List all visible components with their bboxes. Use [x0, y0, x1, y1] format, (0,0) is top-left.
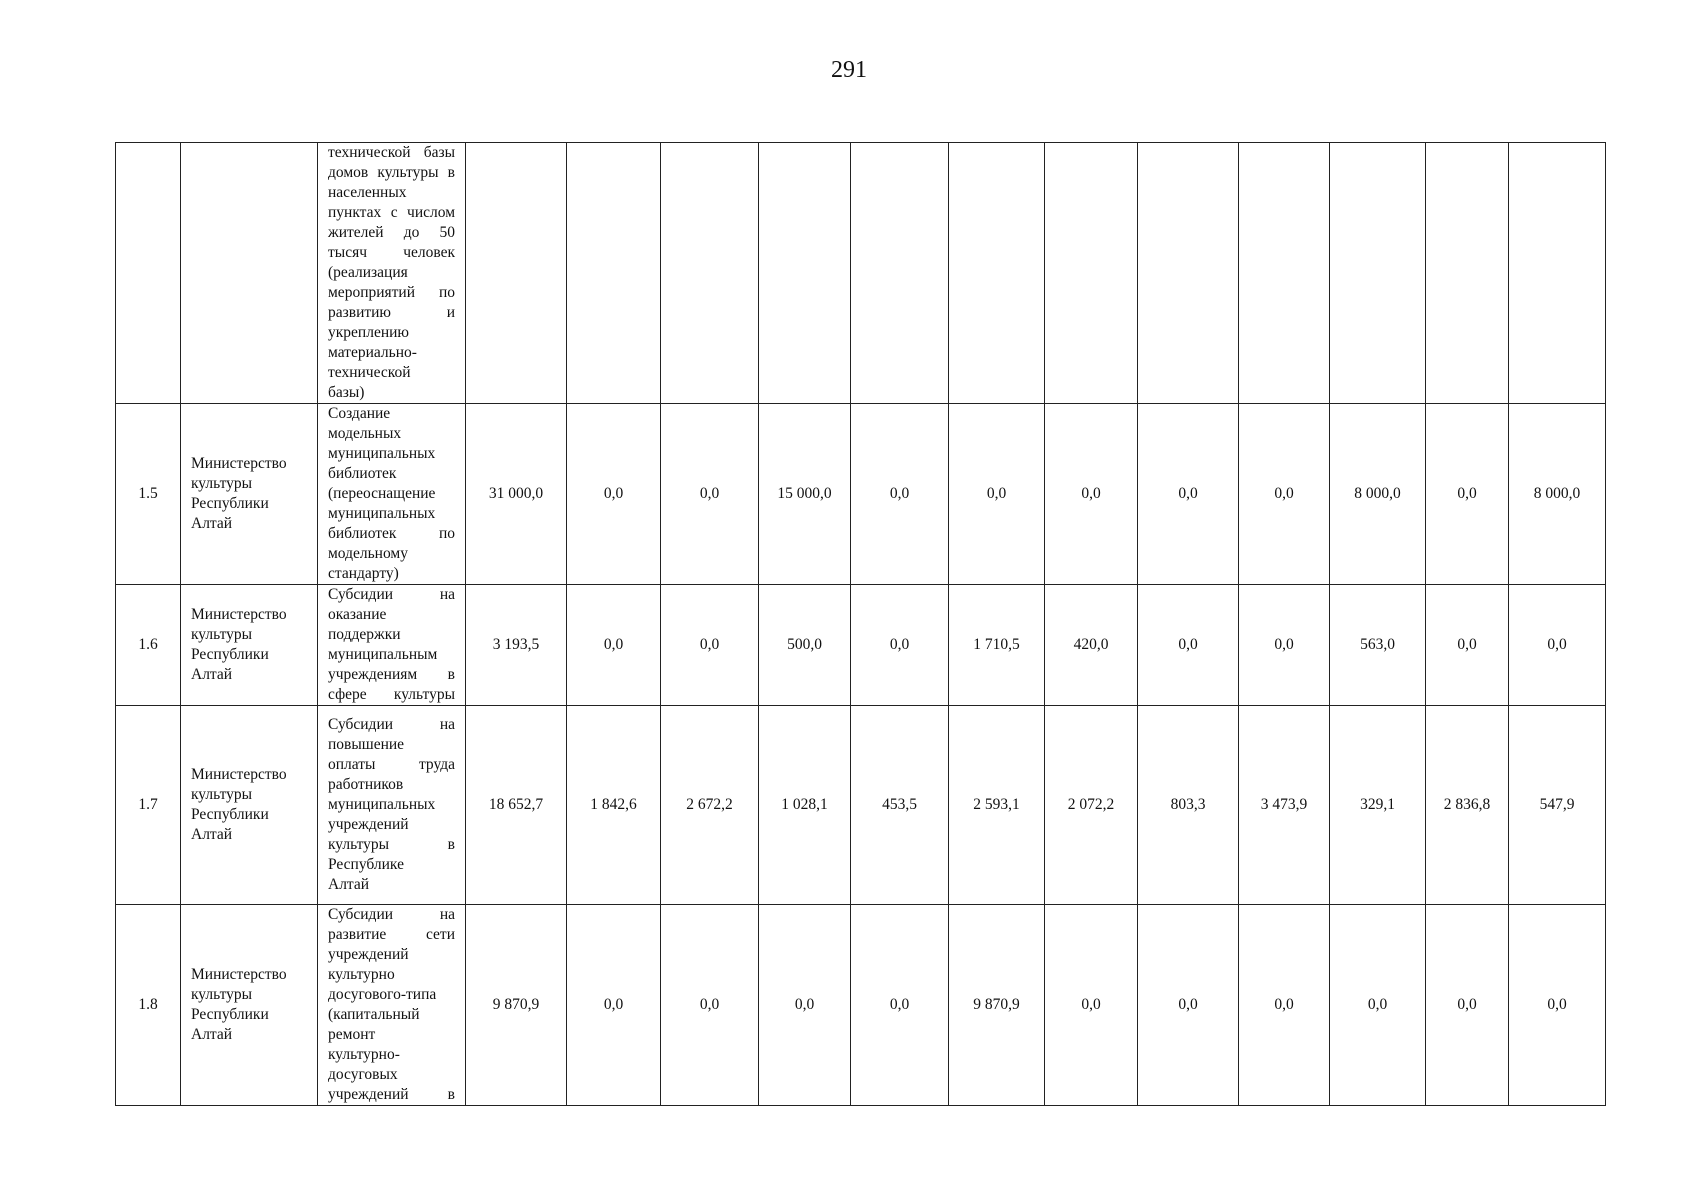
description-line: поддержки — [328, 626, 401, 643]
value-cell: 0,0 — [1138, 404, 1239, 585]
organization-line: Алтай — [191, 826, 233, 843]
organization-line: Алтай — [191, 1026, 233, 1043]
value-cell: 3 473,9 — [1239, 706, 1330, 905]
description-cell — [318, 143, 466, 404]
value-cell: 1 028,1 — [759, 706, 851, 905]
description-line: досуговых — [328, 1066, 398, 1083]
value-cell: 2 836,8 — [1426, 706, 1509, 905]
description-line: стандарту) — [328, 565, 399, 582]
description-line: (реализация — [328, 264, 408, 281]
organization-line: культуры — [191, 986, 253, 1003]
description-line: Создание — [328, 405, 391, 422]
description-line: Республике — [328, 856, 404, 873]
description-line: работников — [328, 776, 404, 793]
row-number-cell: 1.6 — [116, 585, 181, 706]
value-cell: 2 593,1 — [949, 706, 1045, 905]
description-line: культурно- — [328, 1046, 400, 1063]
description-line: учреждений в — [328, 1086, 455, 1103]
value-cell: 0,0 — [1509, 585, 1606, 706]
description-line: муниципальных — [328, 796, 436, 813]
value-cell: 0,0 — [1330, 905, 1426, 1106]
organization-line: Республики — [191, 495, 269, 512]
organization-line: Министерство — [191, 455, 287, 472]
description-line: оплаты труда — [328, 756, 455, 773]
description-line: модельных — [328, 425, 402, 442]
value-cell: 453,5 — [851, 706, 949, 905]
table-row — [116, 905, 1606, 1106]
value-cell: 803,3 — [1138, 706, 1239, 905]
organization-line: Республики — [191, 806, 269, 823]
description-line: учреждениям в — [328, 666, 455, 683]
value-cell: 31 000,0 — [466, 404, 567, 585]
value-cell: 8 000,0 — [1509, 404, 1606, 585]
organization-line: культуры — [191, 786, 253, 803]
value-cell: 0,0 — [949, 404, 1045, 585]
value-cell: 0,0 — [851, 905, 949, 1106]
description-line: ремонт — [328, 1026, 376, 1043]
value-cell: 15 000,0 — [759, 404, 851, 585]
description-line: муниципальных — [328, 505, 436, 522]
description-cell — [318, 706, 466, 905]
value-cell: 0,0 — [1045, 404, 1138, 585]
description-line: домов культуры в — [328, 164, 455, 181]
description-line: досугового-типа — [328, 986, 437, 1003]
table-row — [116, 143, 1606, 404]
organization-line: Республики — [191, 1006, 269, 1023]
organization-cell — [181, 404, 318, 585]
value-cell — [851, 143, 949, 404]
description-line: Алтай — [328, 876, 370, 893]
description-line: муниципальным — [328, 646, 438, 663]
value-cell — [1045, 143, 1138, 404]
description-cell — [318, 905, 466, 1106]
description-line: технической — [328, 364, 411, 381]
description-line: Субсидии на — [328, 586, 455, 603]
value-cell: 563,0 — [1330, 585, 1426, 706]
description-line: библиотек — [328, 465, 397, 482]
description-line: повышение — [328, 736, 405, 753]
organization-line: Министерство — [191, 766, 287, 783]
value-cell: 0,0 — [1426, 404, 1509, 585]
description-line: материально- — [328, 344, 417, 361]
organization-line: Министерство — [191, 966, 287, 983]
value-cell — [1239, 143, 1330, 404]
value-cell: 0,0 — [661, 905, 759, 1106]
value-cell — [1509, 143, 1606, 404]
value-cell: 0,0 — [1239, 585, 1330, 706]
organization-line: Алтай — [191, 666, 233, 683]
organization-line: Алтай — [191, 515, 233, 532]
description-line: культуры в — [328, 836, 455, 853]
value-cell: 8 000,0 — [1330, 404, 1426, 585]
value-cell: 0,0 — [1426, 585, 1509, 706]
description-line: базы) — [328, 384, 365, 401]
description-line: тысяч человек — [328, 244, 455, 261]
value-cell: 0,0 — [851, 404, 949, 585]
table-row — [116, 706, 1606, 905]
value-cell: 1 842,6 — [567, 706, 661, 905]
description-line: модельному — [328, 545, 408, 562]
description-line: укреплению — [328, 324, 409, 341]
organization-line: Министерство — [191, 606, 287, 623]
organization-line: культуры — [191, 475, 253, 492]
value-cell — [949, 143, 1045, 404]
value-cell: 18 652,7 — [466, 706, 567, 905]
value-cell: 0,0 — [567, 404, 661, 585]
description-line: учреждений — [328, 816, 409, 833]
organization-cell — [181, 585, 318, 706]
value-cell: 0,0 — [567, 905, 661, 1106]
row-number-cell: 1.8 — [116, 905, 181, 1106]
value-cell — [1138, 143, 1239, 404]
organization-line: Республики — [191, 646, 269, 663]
value-cell: 0,0 — [1509, 905, 1606, 1106]
description-line: оказание — [328, 606, 387, 623]
page-number: 291 — [831, 57, 867, 83]
value-cell — [1426, 143, 1509, 404]
value-cell — [759, 143, 851, 404]
value-cell: 0,0 — [1138, 585, 1239, 706]
row-number-cell: 1.5 — [116, 404, 181, 585]
organization-cell — [181, 143, 318, 404]
value-cell — [1330, 143, 1426, 404]
description-line: жителей до 50 — [328, 224, 455, 241]
value-cell: 0,0 — [1045, 905, 1138, 1106]
description-cell — [318, 585, 466, 706]
value-cell: 547,9 — [1509, 706, 1606, 905]
value-cell: 0,0 — [759, 905, 851, 1106]
description-line: технической базы — [328, 144, 455, 161]
value-cell: 420,0 — [1045, 585, 1138, 706]
value-cell: 1 710,5 — [949, 585, 1045, 706]
description-line: (капитальный — [328, 1006, 420, 1023]
value-cell: 0,0 — [567, 585, 661, 706]
description-line: Субсидии на — [328, 906, 455, 923]
value-cell — [661, 143, 759, 404]
row-number-cell: 1.7 — [116, 706, 181, 905]
organization-cell — [181, 706, 318, 905]
description-line: мероприятий по — [328, 284, 455, 301]
description-line: пунктах с числом — [328, 204, 455, 221]
budget-table — [115, 142, 1606, 1106]
value-cell: 0,0 — [661, 585, 759, 706]
description-cell — [318, 404, 466, 585]
description-line: библиотек по — [328, 525, 455, 542]
description-line: Субсидии на — [328, 716, 455, 733]
value-cell: 9 870,9 — [466, 905, 567, 1106]
value-cell: 0,0 — [1426, 905, 1509, 1106]
description-line: сфере культуры — [328, 686, 455, 703]
description-line: населенных — [328, 184, 407, 201]
value-cell: 9 870,9 — [949, 905, 1045, 1106]
organization-cell — [181, 905, 318, 1106]
table-row — [116, 585, 1606, 706]
value-cell: 329,1 — [1330, 706, 1426, 905]
value-cell: 2 672,2 — [661, 706, 759, 905]
row-number-cell — [116, 143, 181, 404]
value-cell — [567, 143, 661, 404]
description-line: (переоснащение — [328, 485, 436, 502]
description-line: развитие сети — [328, 926, 455, 943]
value-cell: 0,0 — [1138, 905, 1239, 1106]
value-cell: 0,0 — [661, 404, 759, 585]
value-cell: 2 072,2 — [1045, 706, 1138, 905]
table-body — [116, 143, 1606, 1106]
value-cell — [466, 143, 567, 404]
value-cell: 0,0 — [1239, 905, 1330, 1106]
description-line: муниципальных — [328, 445, 436, 462]
description-line: культурно — [328, 966, 395, 983]
organization-line: культуры — [191, 626, 253, 643]
value-cell: 0,0 — [851, 585, 949, 706]
description-line: развитию и — [328, 304, 455, 321]
value-cell: 500,0 — [759, 585, 851, 706]
table-row — [116, 404, 1606, 585]
description-line: учреждений — [328, 946, 409, 963]
value-cell: 0,0 — [1239, 404, 1330, 585]
value-cell: 3 193,5 — [466, 585, 567, 706]
